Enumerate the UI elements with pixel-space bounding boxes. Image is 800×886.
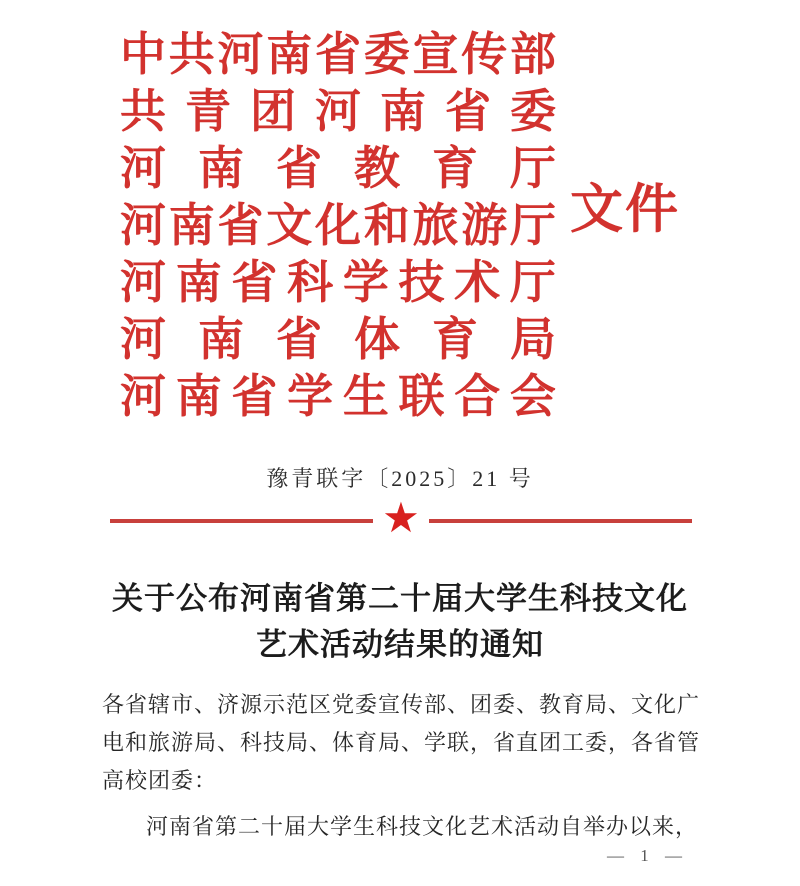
doc-type-label: 文件	[570, 181, 680, 239]
agency-line: 中 共 河 南 省 委 宣 传 部	[120, 28, 556, 80]
salutation-line: 高校团委：	[102, 768, 218, 793]
agency-line: 河 南 省 文 化 和 旅 游 厅	[120, 199, 556, 251]
notice-title	[0, 576, 800, 668]
salutation-line: 电和旅游局、科技局、体育局、学联，省直团工委，各省管	[102, 730, 701, 755]
notice-title-line2: 艺术活动结果的通知	[256, 627, 544, 662]
agency-line: 河 南 省 学 生 联 合 会	[120, 370, 556, 422]
agency-line: 河 南 省 体 育 局	[120, 313, 556, 365]
body-paragraph-first-line: 河南省第二十届大学生科技文化艺术活动自举办以来，	[146, 814, 699, 839]
doc-number: 豫青联字〔2025〕21 号	[266, 466, 534, 491]
red-letterhead	[120, 22, 556, 421]
agency-line: 共 青 团 河 南 省 委	[120, 85, 556, 137]
notice-body	[102, 686, 700, 846]
page-number: — 1 —	[607, 846, 684, 865]
red-divider	[110, 496, 692, 542]
agency-line: 河 南 省 科 学 技 术 厅	[120, 256, 556, 308]
notice-title-line1: 关于公布河南省第二十届大学生科技文化	[112, 581, 688, 616]
star-icon: ★	[382, 496, 420, 542]
divider-line-left	[110, 519, 373, 523]
divider-line-right	[429, 519, 692, 523]
salutation-line: 各省辖市、济源示范区党委宣传部、团委、教育局、文化广	[102, 692, 701, 717]
agency-line: 河 南 省 教 育 厅	[120, 142, 556, 194]
